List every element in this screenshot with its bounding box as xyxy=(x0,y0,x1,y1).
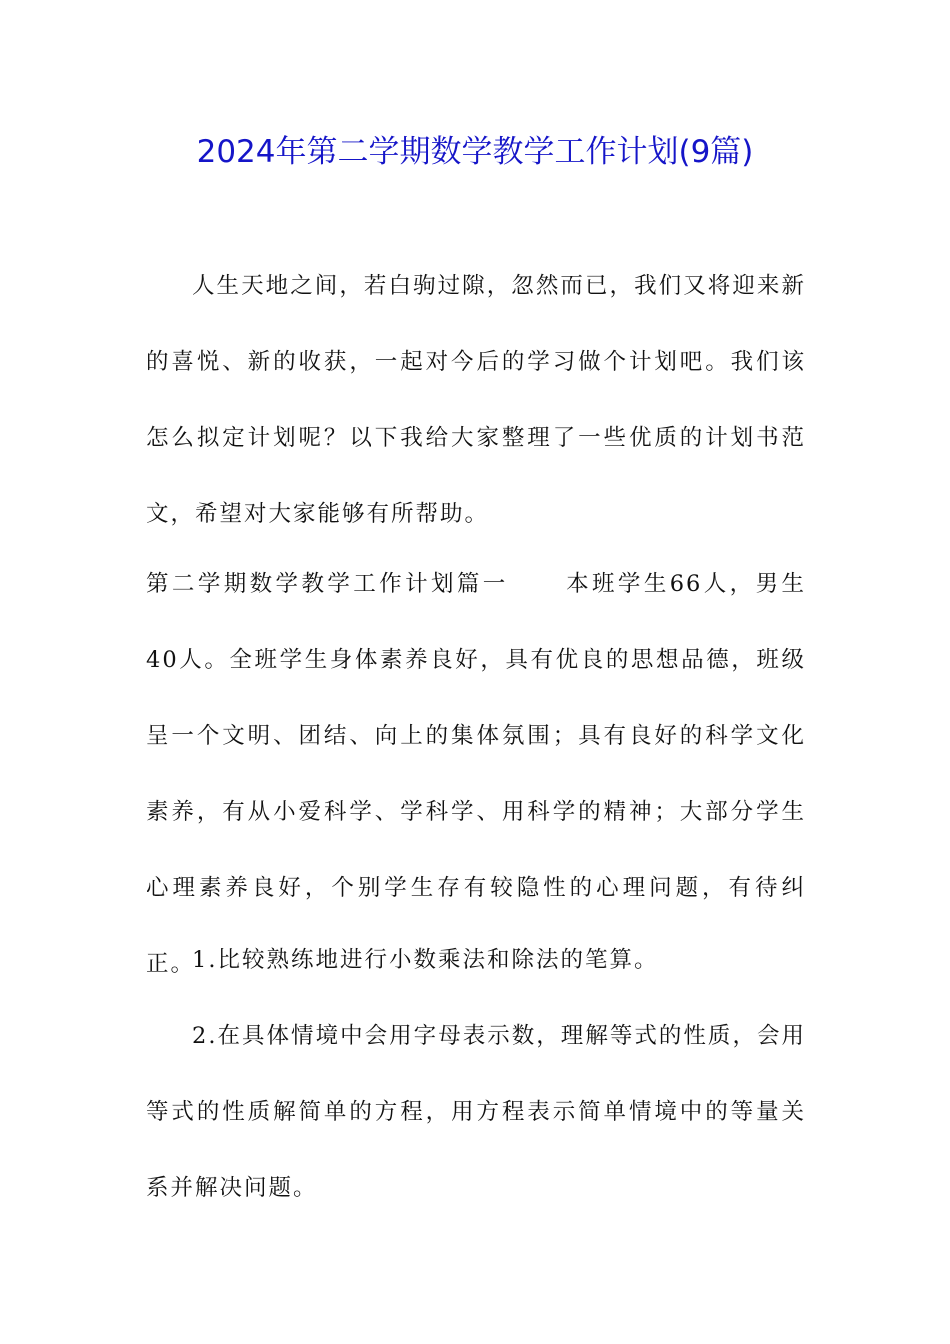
section-body: 本班学生66人，男生40人。全班学生身体素养良好，具有优良的思想品德，班级呈一个文明、团结、向上的集体氛围；具有良好的科学文化素养，有从小爱科学、学科学、用科学的精神；大部分学生心理素养良好，个别学生存有较隐性的心理问题，有待纠正。 xyxy=(146,571,806,977)
section-heading: 第二学期数学教学工作计划篇一 xyxy=(146,571,509,597)
list-item: 1.比较熟练地进行小数乘法和除法的笔算。 xyxy=(192,947,659,973)
list-item: 2.在具体情境中会用字母表示数，理解等式的性质，会用等式的性质解简单的方程，用方程表示简单情境中的等量关系并解决问题。 xyxy=(146,1023,806,1201)
document-title: 2024年第二学期数学教学工作计划(9篇) xyxy=(196,134,754,170)
intro-paragraph: 人生天地之间，若白驹过隙，忽然而已，我们又将迎来新的喜悦、新的收获，一起对今后的学习做个计划吧。我们该怎么拟定计划呢？以下我给大家整理了一些优质的计划书范文，希望对大家能够有所帮助。 xyxy=(146,273,806,527)
